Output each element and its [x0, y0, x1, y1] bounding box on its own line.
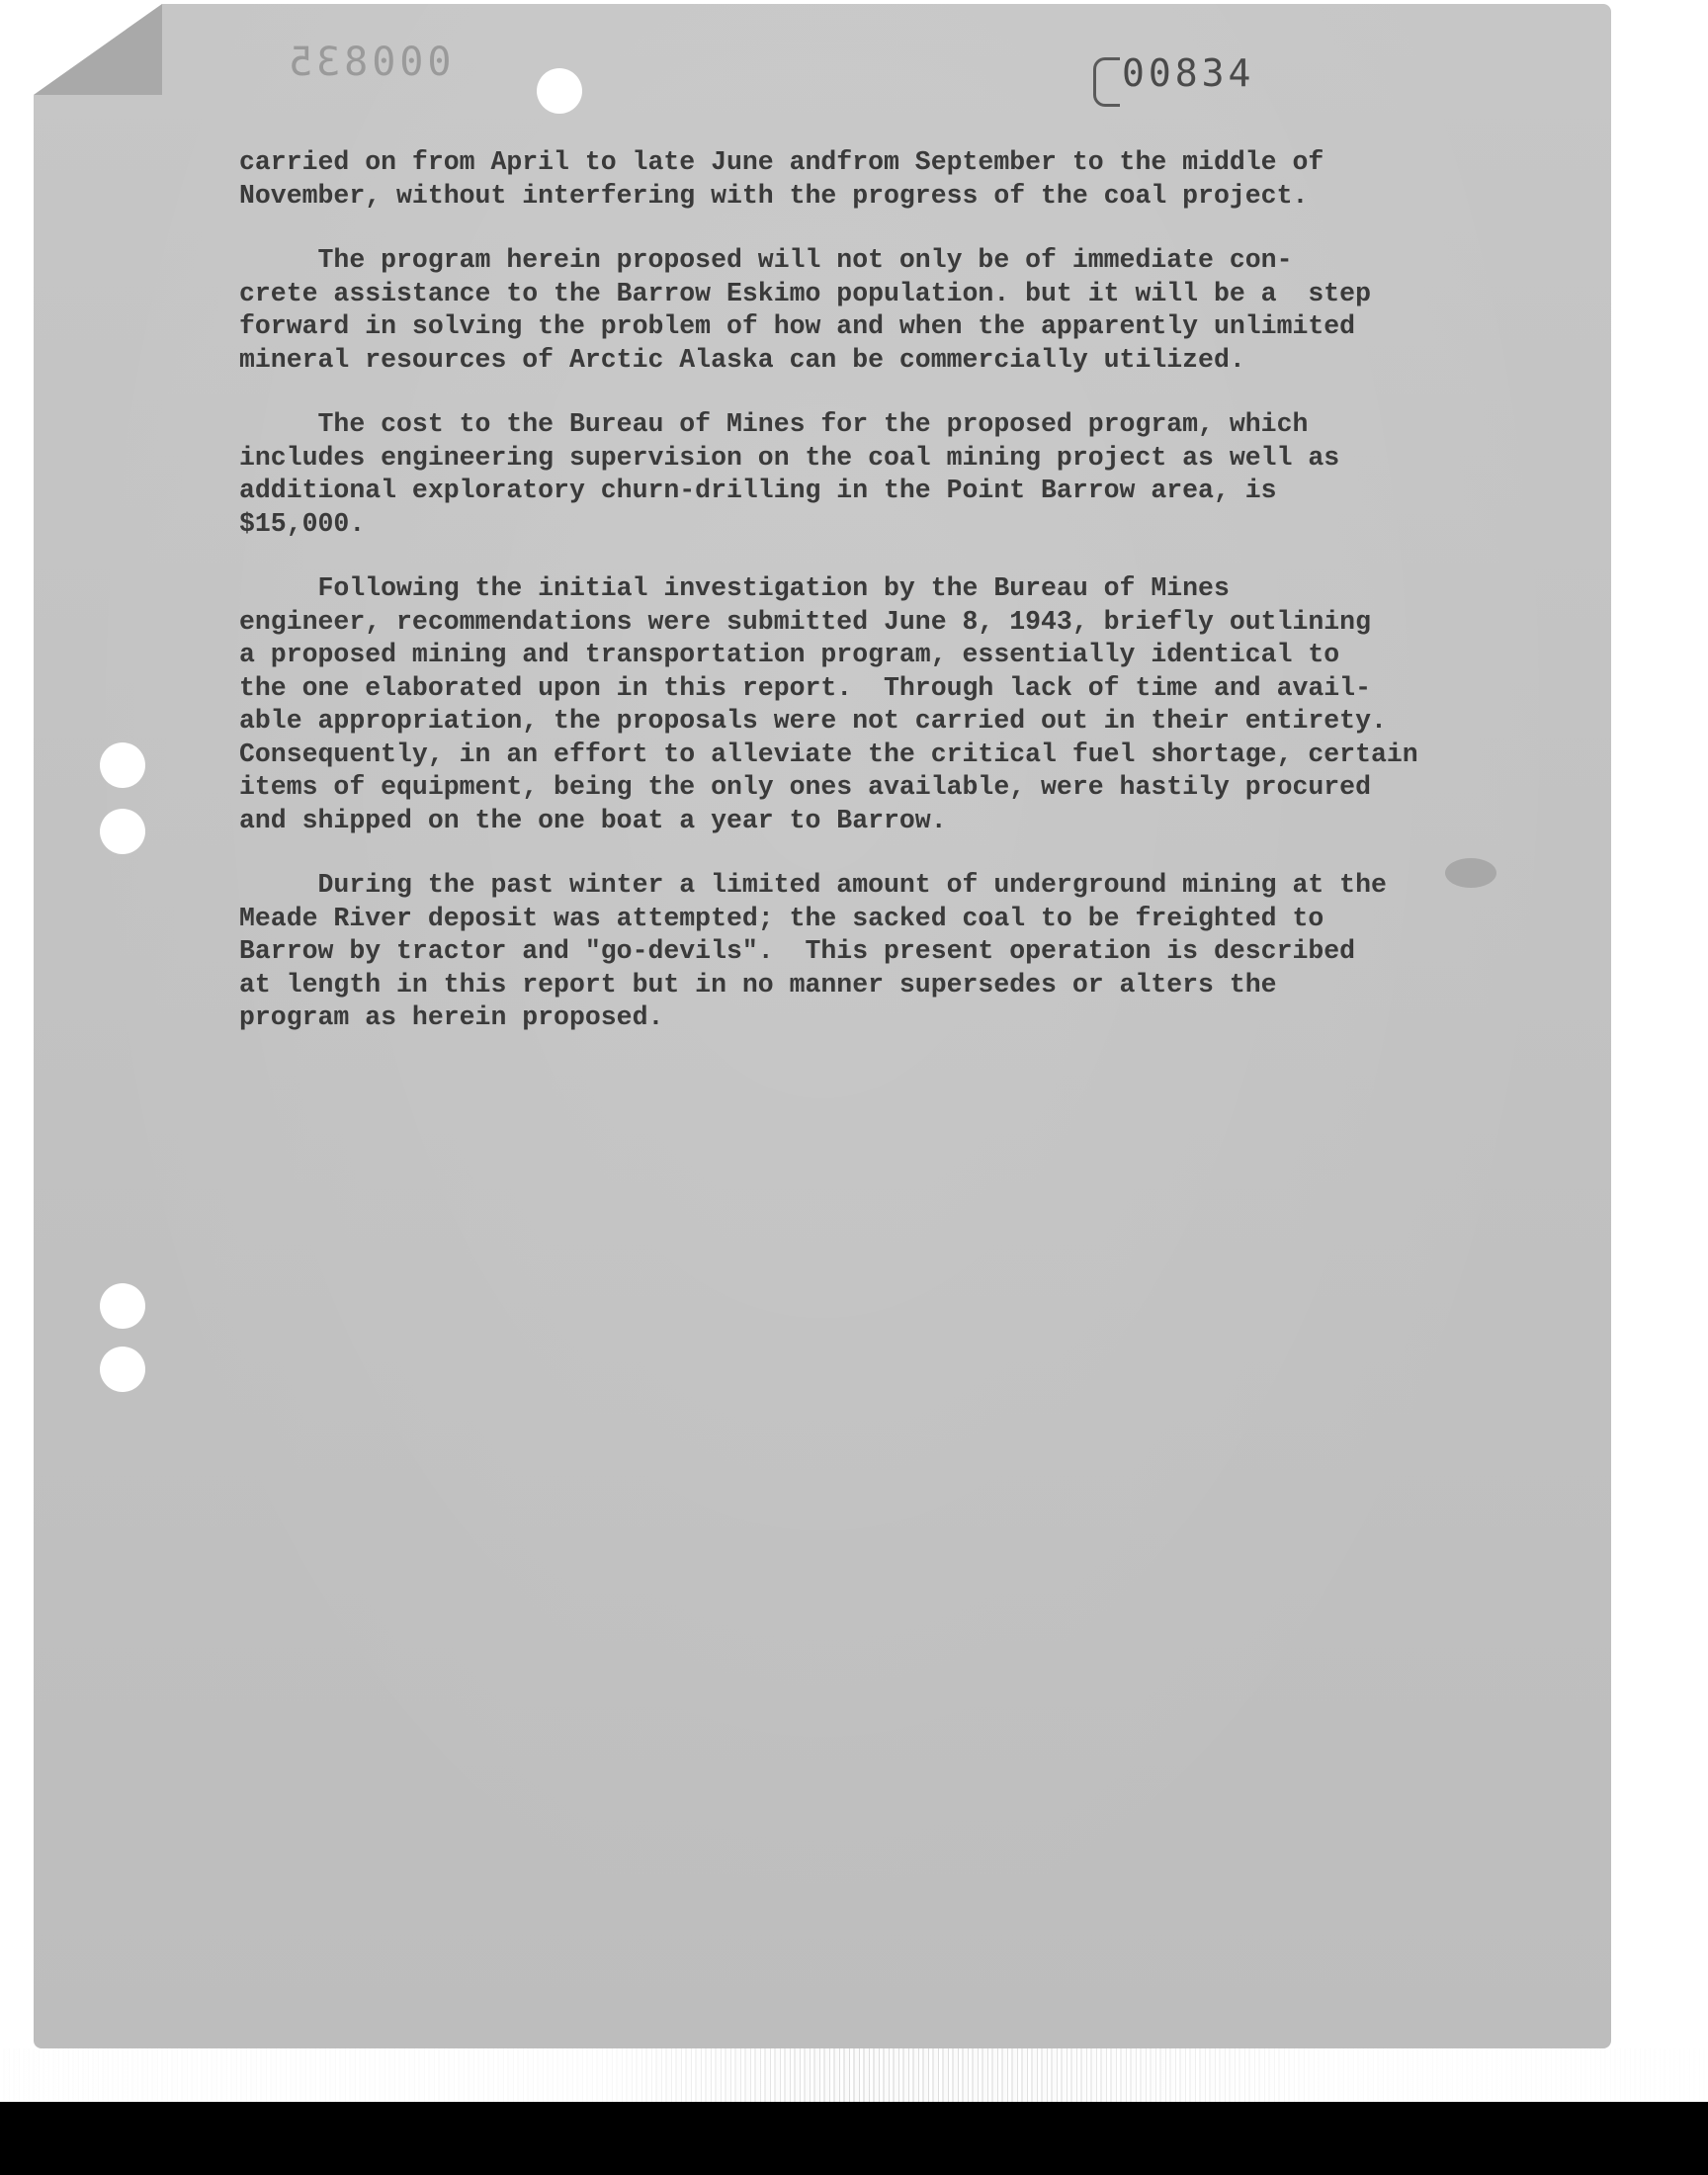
punch-hole-top [537, 68, 582, 114]
paragraph-1 [239, 146, 1485, 213]
text-line: $15,000. [239, 508, 366, 539]
scan-bottom-border [0, 2102, 1708, 2175]
punch-hole-left-3 [100, 1283, 145, 1329]
punch-hole-left-2 [100, 809, 145, 854]
text-line: able appropriation, the proposals were not carried out in their entirety. [239, 706, 1387, 736]
text-line: at length in this report but in no manner supersedes or alters the [239, 969, 1277, 1000]
text-line: items of equipment, being the only ones available, were hastily procured [239, 772, 1371, 802]
text-line: During the past winter a limited amount of underground mining at the [239, 870, 1387, 900]
text-line: the one elaborated upon in this report. Through lack of time and avail- [239, 672, 1371, 703]
text-line: Consequently, in an effort to alleviate the critical fuel shortage, certain [239, 739, 1418, 769]
mirrored-page-stamp: 000835 [285, 40, 452, 85]
text-line: additional exploratory churn-drilling in the Point Barrow area, is [239, 476, 1277, 505]
text-line: mineral resources of Arctic Alaska can be commercially utilized. [239, 344, 1245, 375]
punch-hole-left-1 [100, 742, 145, 788]
text-line: Barrow by tractor and "go-devils". This present operation is described [239, 936, 1356, 966]
text-line: Following the initial investigation by the Bureau of Mines [239, 573, 1230, 603]
text-line: a proposed mining and transportation program, essentially identical to [239, 640, 1340, 669]
folded-corner-flap [34, 4, 162, 95]
text-line: includes engineering supervision on the coal mining project as well as [239, 442, 1340, 473]
text-line: program as herein proposed. [239, 1002, 664, 1032]
text-line: The cost to the Bureau of Mines for the proposed program, which [239, 409, 1309, 439]
paragraph-3 [239, 408, 1485, 541]
text-line: November, without interfering with the progress of the coal project. [239, 180, 1309, 211]
page-number-stamp: 00834 [1122, 51, 1255, 95]
paragraph-2 [239, 244, 1485, 377]
stamp-bracket-mark [1093, 57, 1120, 107]
paragraph-5 [239, 869, 1485, 1035]
text-line: forward in solving the problem of how and when the apparently unlimited [239, 311, 1356, 341]
document-body [239, 146, 1485, 1067]
paragraph-4 [239, 572, 1485, 837]
text-line: engineer, recommendations were submitted June 8, 1943, briefly outlining [239, 606, 1371, 637]
text-line: and shipped on the one boat a year to Barrow. [239, 805, 947, 835]
punch-hole-left-4 [100, 1347, 145, 1392]
scanner-streak-fade [0, 2048, 1708, 2102]
text-line: The program herein proposed will not only be of immediate con- [239, 245, 1293, 275]
text-line: crete assistance to the Barrow Eskimo population. but it will be a step [239, 278, 1371, 308]
text-line: Meade River deposit was attempted; the sacked coal to be freighted to [239, 903, 1324, 933]
text-line: carried on from April to late June andfrom September to the middle of [239, 147, 1324, 177]
